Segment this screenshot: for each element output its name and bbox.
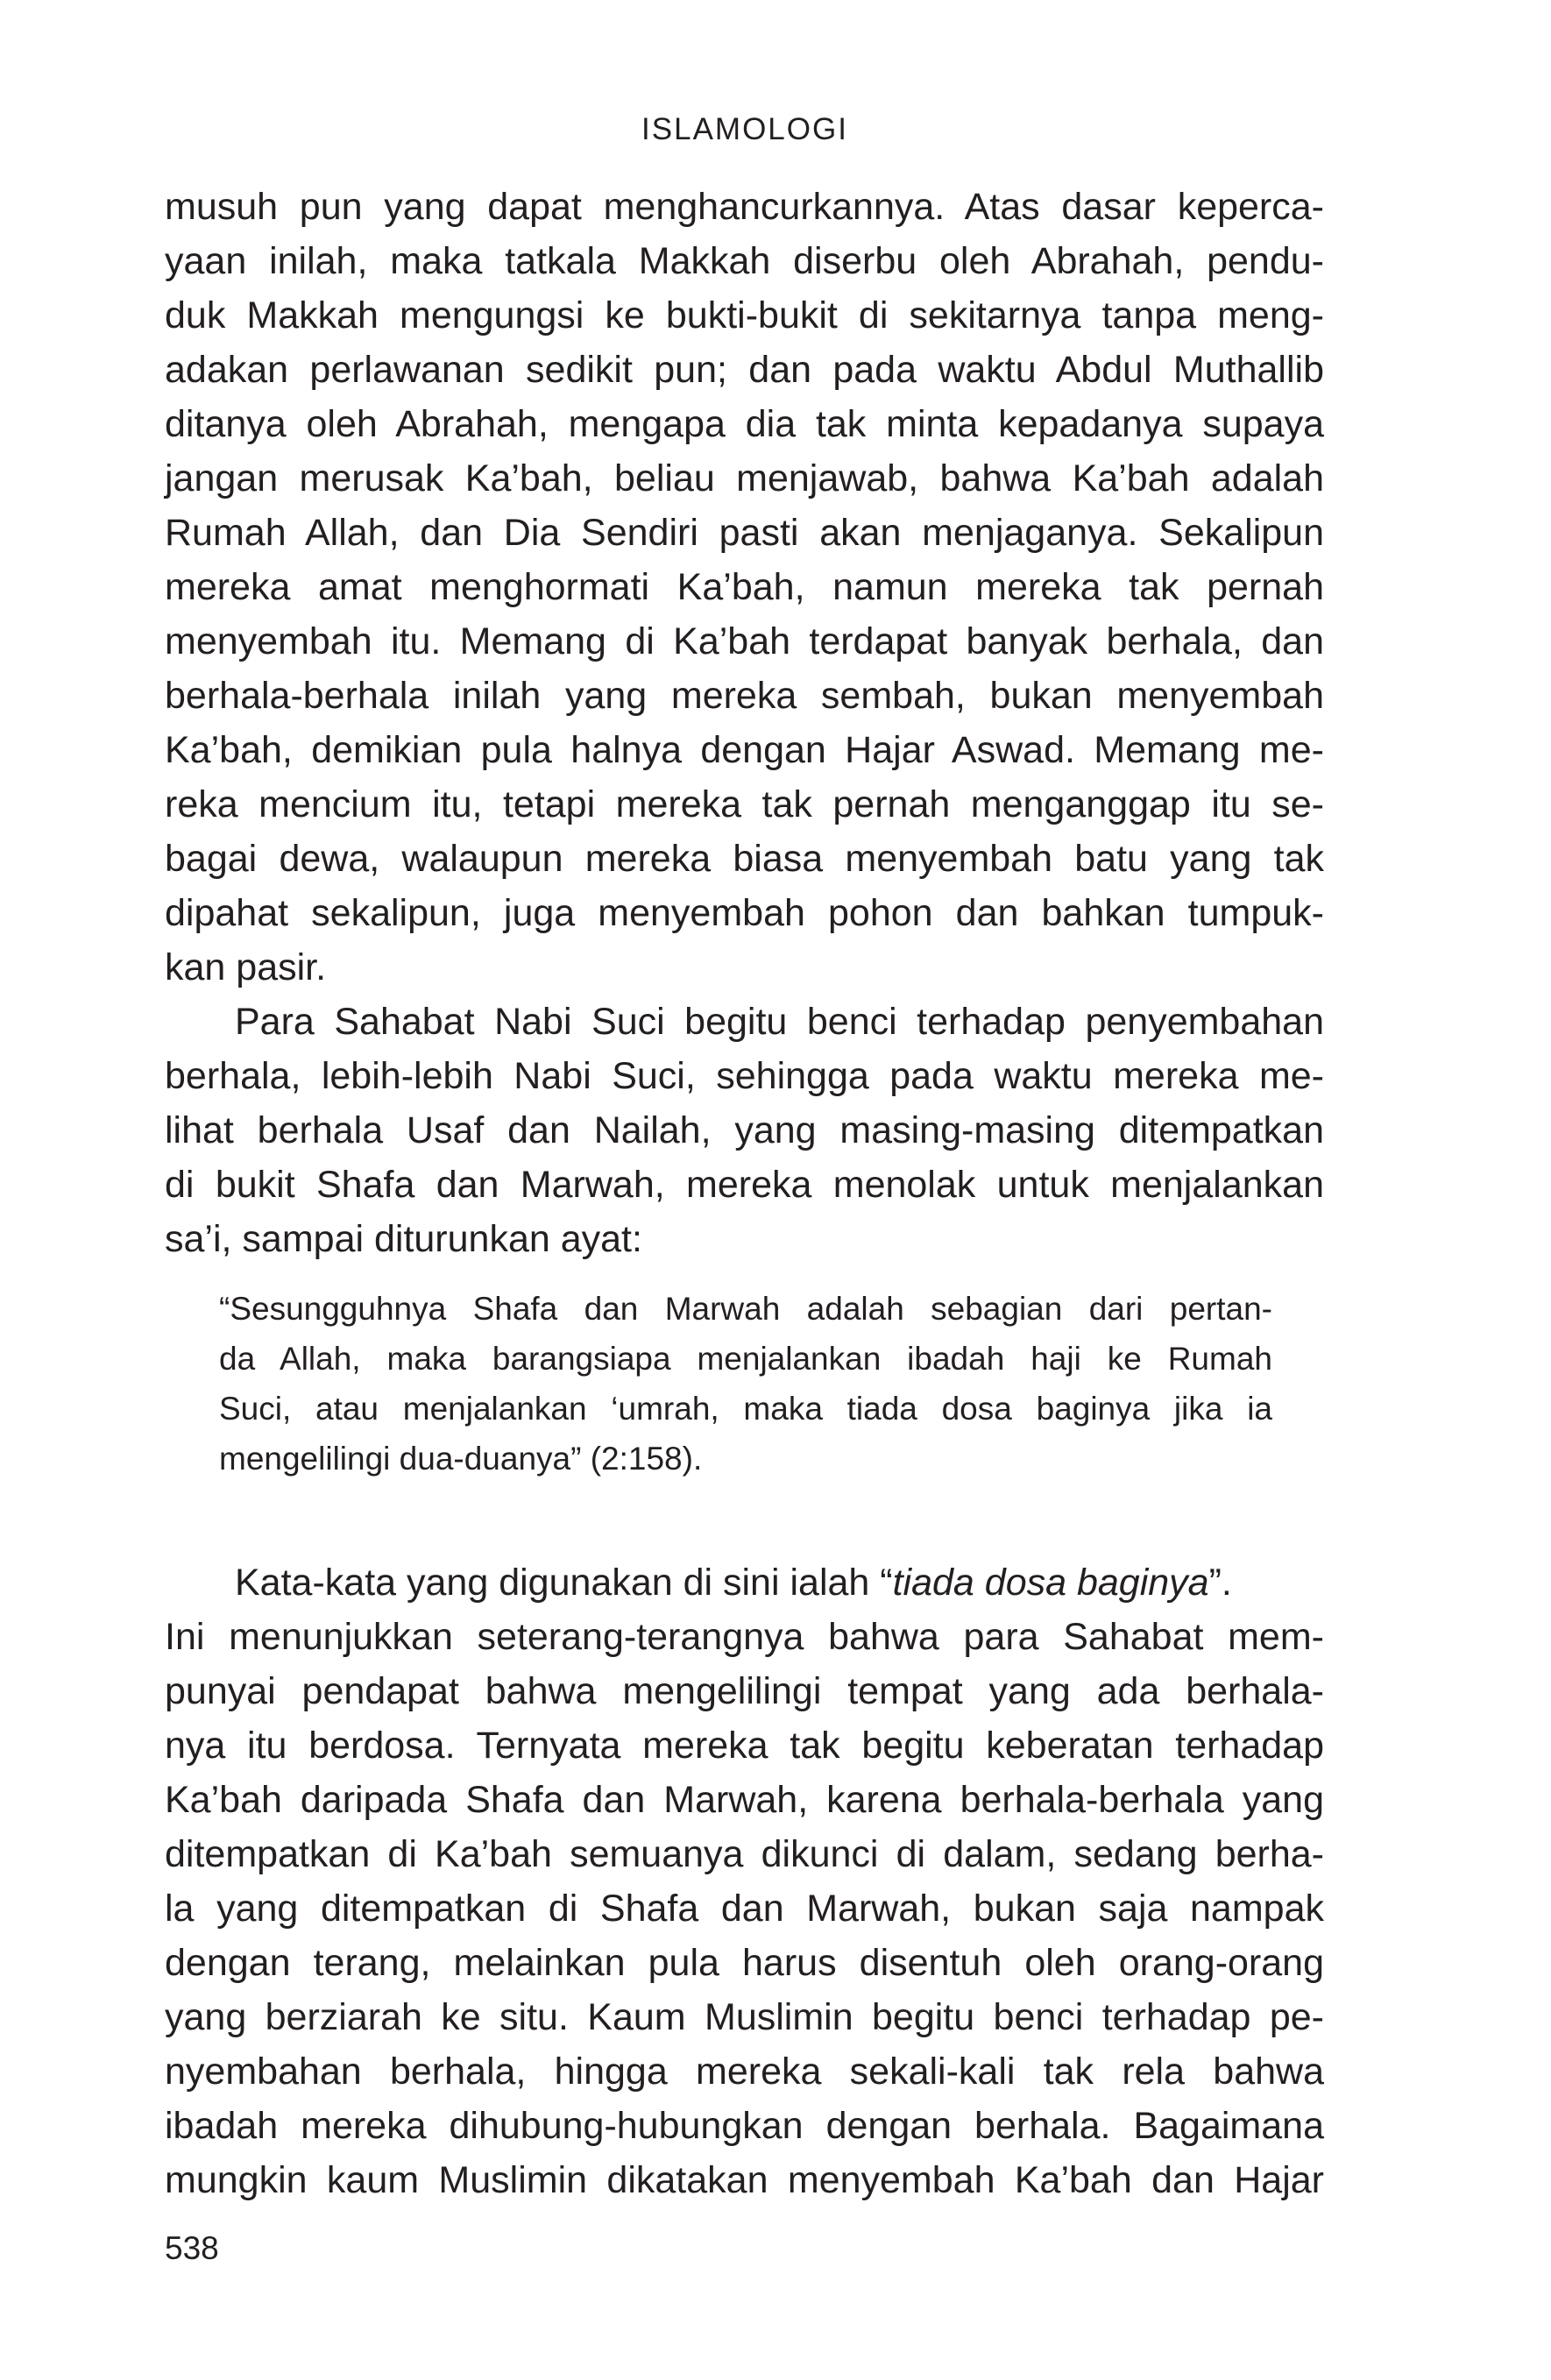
text-line: mungkin kaum Muslimin dikatakan menyembah Ka’bah dan Hajar [165,2159,1324,2201]
text-line: la yang ditempatkan di Shafa dan Marwah, bukan saja nampak [165,1888,1324,1930]
text-line: yaan inilah, maka tatkala Makkah diserbu oleh Abrahah, pendu- [165,240,1324,282]
text-line: mereka amat menghormati Ka’bah, namun mereka tak pernah [165,566,1324,608]
text-line: Ka’bah daripada Shafa dan Marwah, karena berhala-berhala yang [165,1779,1324,1821]
quote-line: “Sesungguhnya Shafa dan Marwah adalah sebagian dari pertan- [219,1291,1272,1327]
text-line: adakan perlawanan sedikit pun; dan pada waktu Abdul Muthallib [165,349,1324,391]
text-line: Ini menunjukkan seterang-terangnya bahwa para Sahabat mem- [165,1616,1324,1658]
text-line: nyembahan berhala, hingga mereka sekali-kali tak rela bahwa [165,2051,1324,2093]
text-line: berhala-berhala inilah yang mereka sembah, bukan menyembah [165,675,1324,717]
quote-line: da Allah, maka barangsiapa menjalankan ibadah haji ke Rumah [219,1341,1272,1377]
italic-phrase: tiada dosa baginya [892,1562,1209,1604]
text-line [165,1555,1324,1610]
text-line: ibadah mereka dihubung-hubungkan dengan berhala. Bagaimana [165,2105,1324,2147]
text-line: sa’i, sampai diturunkan ayat: [165,1218,642,1260]
text-line: ditanya oleh Abrahah, mengapa dia tak minta kepadanya supaya [165,403,1324,445]
text-line: dengan terang, melainkan pula harus disentuh oleh orang-orang [165,1942,1324,1984]
paragraph-3 [165,1555,1324,2207]
page-number: 538 [165,2230,219,2266]
text-line: yang berziarah ke situ. Kaum Muslimin begitu benci terhadap pe- [165,1996,1324,2038]
quote-line: Suci, atau menjalankan ‘umrah, maka tiada dosa baginya jika ia [219,1391,1272,1427]
text-line: Para Sahabat Nabi Suci begitu benci terhadap penyembahan [235,1001,1324,1043]
text-line: menyembah itu. Memang di Ka’bah terdapat banyak berhala, dan [165,620,1324,662]
text-line: di bukit Shafa dan Marwah, mereka menolak untuk menjalankan [165,1164,1324,1206]
text-line: punyai pendapat bahwa mengelilingi tempat yang ada berhala- [165,1670,1324,1712]
quote-line: mengelilingi dua-duanya” (2:158). [219,1441,703,1477]
text-line: dipahat sekalipun, juga menyembah pohon dan bahkan tumpuk- [165,892,1324,934]
text-line: nya itu berdosa. Ternyata mereka tak begitu keberatan terhadap [165,1725,1324,1767]
text-segment: Kata-kata yang digunakan di sini ialah “ [235,1562,893,1604]
block-quote [219,1284,1272,1484]
text-line: reka mencium itu, tetapi mereka tak pernah menganggap itu se- [165,783,1324,825]
running-head: ISLAMOLOGI [641,112,848,146]
text-line: kan pasir. [165,946,327,988]
text-line: musuh pun yang dapat menghancurkannya. Atas dasar keperca- [165,186,1324,228]
text-line: Rumah Allah, dan Dia Sendiri pasti akan menjaganya. Sekalipun [165,512,1324,554]
text-segment: ”. [1208,1562,1232,1604]
paragraph-1 [165,180,1324,995]
text-line: Ka’bah, demikian pula halnya dengan Hajar Aswad. Memang me- [165,729,1324,771]
text-line: duk Makkah mengungsi ke bukti-bukit di sekitarnya tanpa meng- [165,294,1324,336]
text-line: jangan merusak Ka’bah, beliau menjawab, bahwa Ka’bah adalah [165,457,1324,499]
text-line: ditempatkan di Ka’bah semuanya dikunci di dalam, sedang berha- [165,1833,1324,1875]
paragraph-2 [165,995,1324,1266]
text-line: berhala, lebih-lebih Nabi Suci, sehingga pada waktu mereka me- [165,1055,1324,1097]
text-line: lihat berhala Usaf dan Nailah, yang masing-masing ditempatkan [165,1109,1324,1151]
text-line: bagai dewa, walaupun mereka biasa menyembah batu yang tak [165,838,1324,880]
